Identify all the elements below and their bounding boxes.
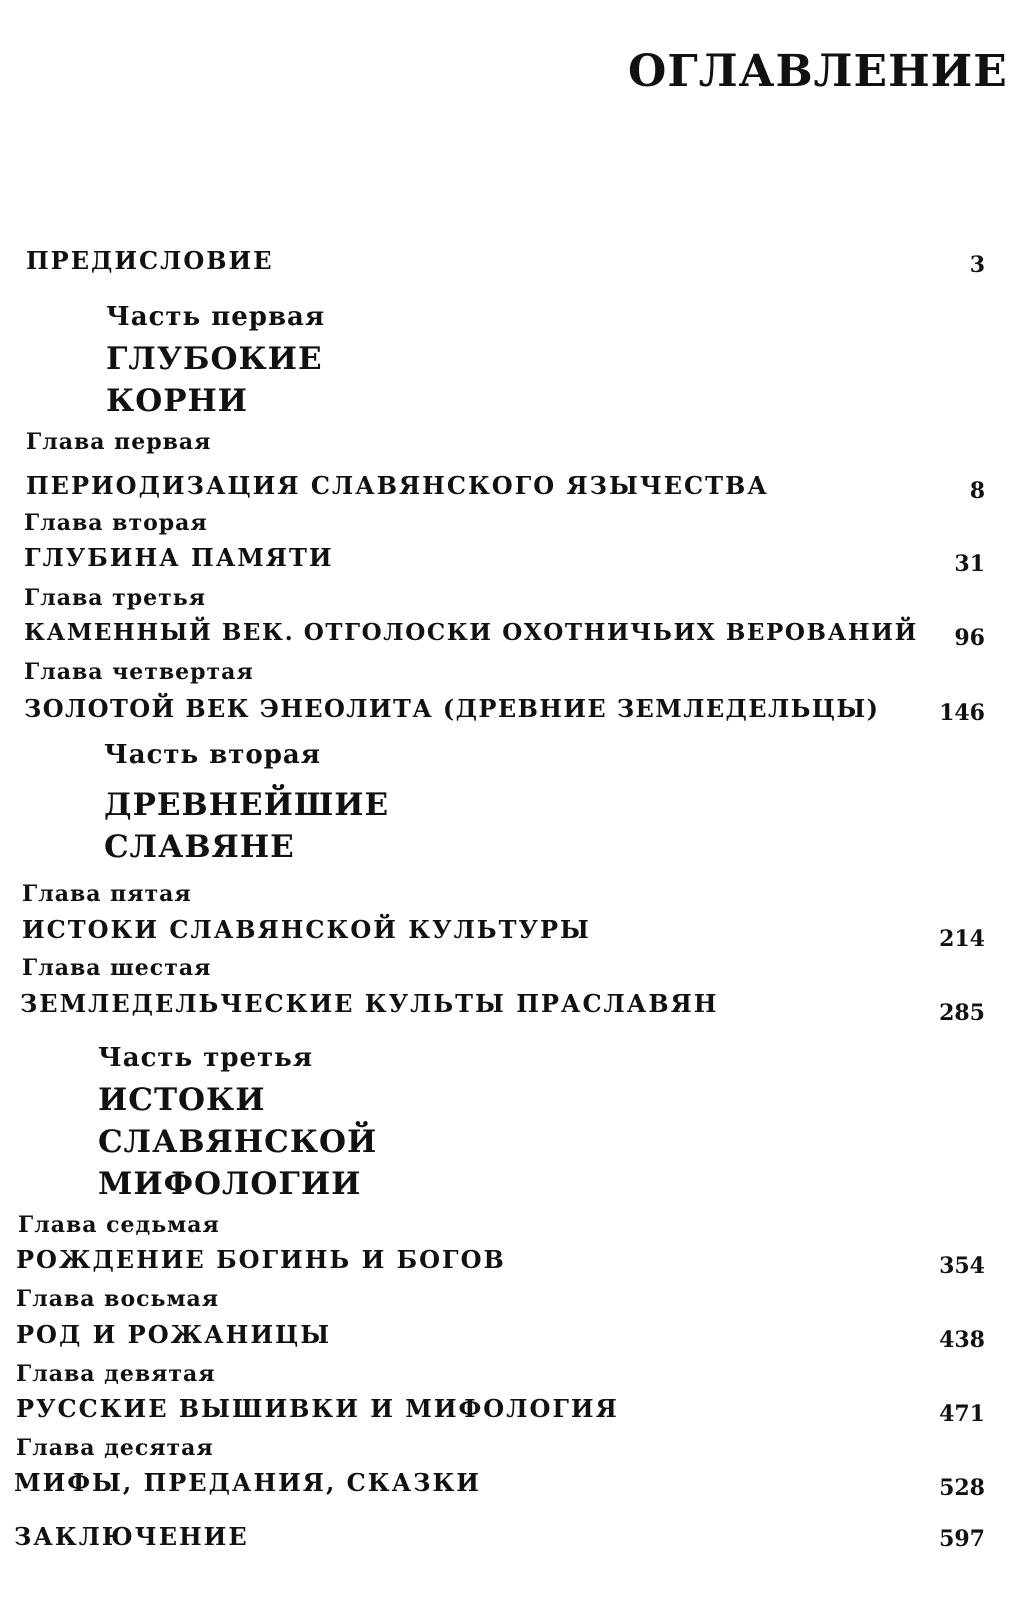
chapter-label: Глава десятая	[16, 1435, 214, 1461]
part-title	[98, 1079, 377, 1205]
conclusion-title: ЗАКЛЮЧЕНИЕ	[14, 1522, 249, 1551]
part-label: Часть первая	[106, 302, 326, 332]
part-label: Часть вторая	[104, 740, 321, 770]
chapter-label: Глава третья	[24, 585, 206, 611]
chapter-label: Глава пятая	[22, 881, 192, 907]
part-title	[106, 338, 323, 422]
part-title-line: СЛАВЯНСКОЙ	[98, 1124, 378, 1160]
part-title	[104, 784, 389, 868]
part-title-line: КОРНИ	[106, 383, 249, 419]
chapter-page-number: 214	[939, 926, 985, 952]
chapter-page-number: 471	[939, 1401, 985, 1427]
preface-title: ПРЕДИСЛОВИЕ	[26, 246, 274, 275]
part-label: Часть третья	[98, 1043, 314, 1073]
chapter-title: ИСТОКИ СЛАВЯНСКОЙ КУЛЬТУРЫ	[22, 915, 591, 944]
part-title-line: СЛАВЯНЕ	[104, 829, 295, 865]
chapter-title: РОД И РОЖАНИЦЫ	[16, 1320, 332, 1349]
chapter-page-number: 528	[939, 1475, 985, 1501]
chapter-page-number: 8	[969, 478, 985, 504]
page-title: ОГЛАВЛЕНИЕ	[628, 46, 1008, 97]
chapter-label: Глава восьмая	[16, 1286, 220, 1312]
chapter-title: РУССКИЕ ВЫШИВКИ И МИФОЛОГИЯ	[16, 1394, 619, 1423]
chapter-title: МИФЫ, ПРЕДАНИЯ, СКАЗКИ	[14, 1468, 481, 1497]
chapter-title: ПЕРИОДИЗАЦИЯ СЛАВЯНСКОГО ЯЗЫЧЕСТВА	[26, 471, 769, 500]
chapter-page-number: 354	[939, 1253, 985, 1279]
chapter-label: Глава седьмая	[18, 1212, 220, 1238]
chapter-label: Глава четвертая	[24, 659, 254, 685]
part-title-line: ДРЕВНЕЙШИЕ	[104, 787, 390, 823]
chapter-label: Глава вторая	[24, 510, 208, 536]
chapter-title: ЗЕМЛЕДЕЛЬЧЕСКИЕ КУЛЬТЫ ПРАСЛАВЯН	[20, 989, 719, 1018]
part-title-line: ИСТОКИ	[98, 1082, 266, 1118]
preface-page-number: 3	[969, 252, 985, 278]
part-title-line: МИФОЛОГИИ	[98, 1166, 362, 1202]
chapter-title: РОЖДЕНИЕ БОГИНЬ И БОГОВ	[16, 1245, 506, 1274]
chapter-title: ГЛУБИНА ПАМЯТИ	[24, 543, 334, 572]
chapter-page-number: 146	[939, 700, 985, 726]
chapter-page-number: 96	[954, 625, 985, 651]
conclusion-page-number: 597	[939, 1526, 985, 1552]
part-title-line: ГЛУБОКИЕ	[106, 341, 323, 377]
chapter-page-number: 285	[939, 1000, 985, 1026]
chapter-page-number: 31	[954, 551, 985, 577]
chapter-page-number: 438	[939, 1327, 985, 1353]
chapter-label: Глава девятая	[16, 1361, 216, 1387]
chapter-title: КАМЕННЫЙ ВЕК. ОТГОЛОСКИ ОХОТНИЧЬИХ ВЕРОВАНИЙ	[24, 619, 918, 646]
chapter-title: ЗОЛОТОЙ ВЕК ЭНЕОЛИТА (ДРЕВНИЕ ЗЕМЛЕДЕЛЬЦЫ)	[24, 694, 880, 723]
chapter-label: Глава шестая	[22, 955, 212, 981]
chapter-label: Глава первая	[26, 429, 212, 455]
